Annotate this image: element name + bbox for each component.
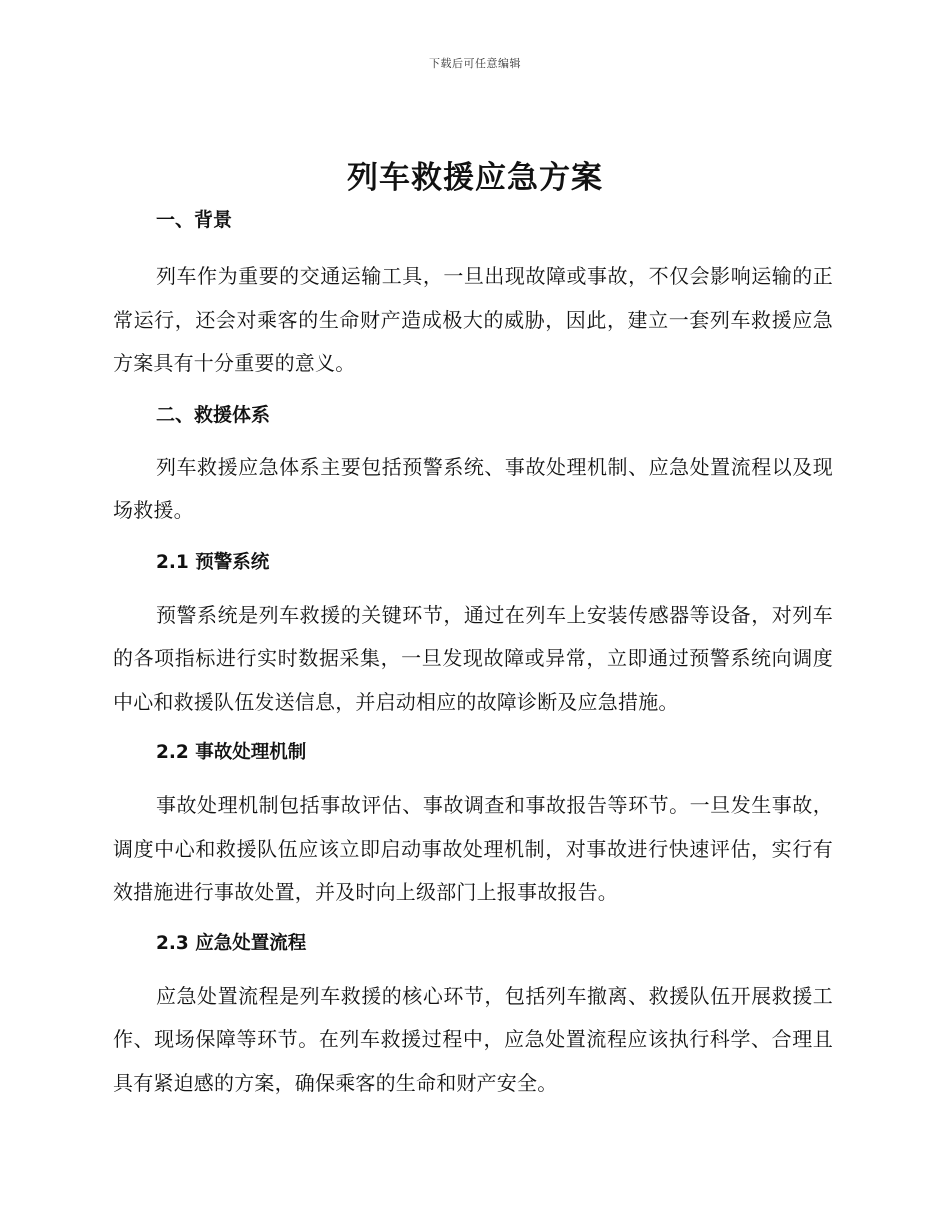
subsection-heading-warning-system: 2.1 预警系统 bbox=[156, 551, 270, 573]
document-title: 列车救援应急方案 bbox=[347, 160, 603, 196]
header-note: 下载后可任意编辑 bbox=[429, 57, 521, 70]
section-heading-rescue-system: 二、救援体系 bbox=[156, 403, 271, 426]
paragraph-warning-system: 预警系统是列车救援的关键环节，通过在列车上安装传感器等设备，对列车的各项指标进行实时数据采集，一旦发现故障或异常，立即通过预警系统向调度中心和救援队伍发送信息，并启动相应的故障诊断及应急措施。 bbox=[113, 602, 833, 714]
paragraph-rescue-system: 列车救援应急体系主要包括预警系统、事故处理机制、应急处置流程以及现场救援。 bbox=[113, 454, 833, 522]
paragraph-background: 列车作为重要的交通运输工具，一旦出现故障或事故，不仅会影响运输的正常运行，还会对乘客的生命财产造成极大的威胁，因此，建立一套列车救援应急方案具有十分重要的意义。 bbox=[113, 264, 833, 375]
paragraph-emergency-process: 应急处置流程是列车救援的核心环节，包括列车撤离、救援队伍开展救援工作、现场保障等环节。在列车救援过程中，应急处置流程应该执行科学、合理且具有紧迫感的方案，确保乘客的生命和财产安全。 bbox=[113, 983, 833, 1095]
section-heading-background: 一、背景 bbox=[156, 209, 233, 231]
subsection-heading-accident-mechanism: 2.2 事故处理机制 bbox=[156, 742, 307, 763]
subsection-heading-emergency-process: 2.3 应急处置流程 bbox=[156, 932, 307, 954]
document-body bbox=[113, 206, 833, 1105]
paragraph-accident-mechanism: 事故处理机制包括事故评估、事故调查和事故报告等环节。一旦发生事故，调度中心和救援队伍应该立即启动事故处理机制，对事故进行快速评估，实行有效措施进行事故处置，并及时向上级部门上报事故报告。 bbox=[113, 793, 833, 904]
